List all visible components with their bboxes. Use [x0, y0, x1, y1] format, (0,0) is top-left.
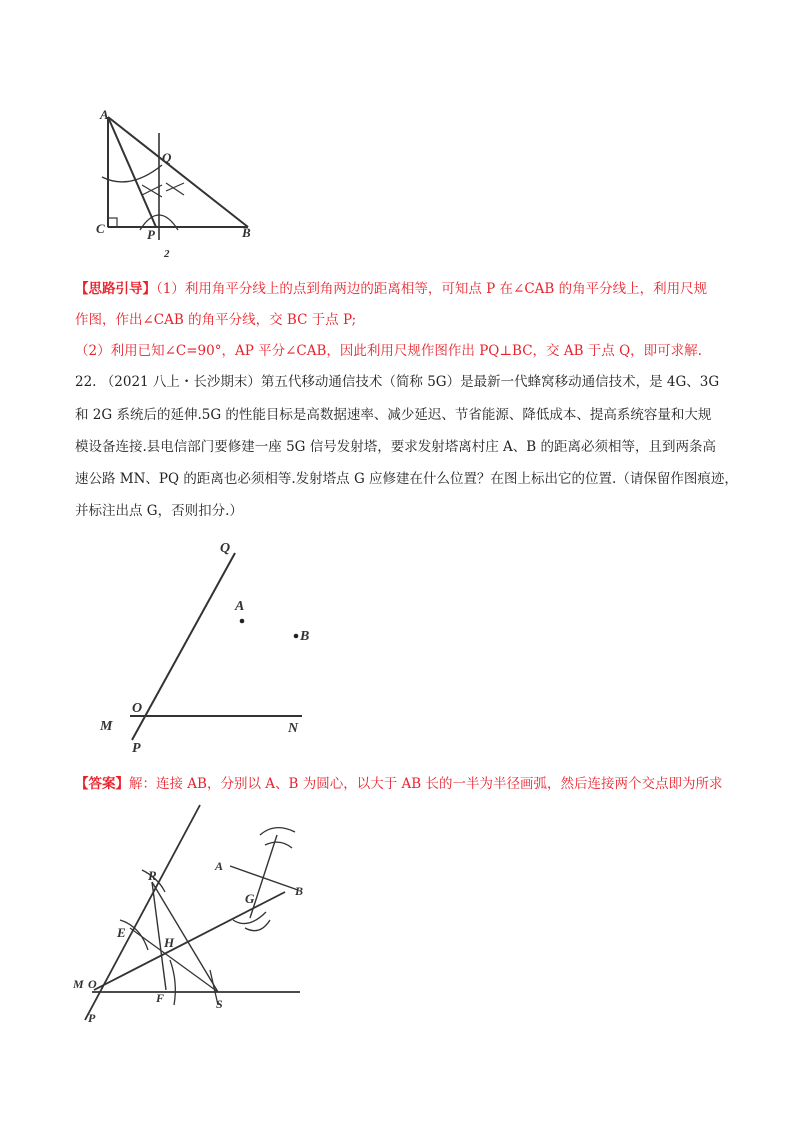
fig1-label-p: P [147, 227, 155, 242]
answer-line [75, 774, 722, 794]
fig2-label-n: N [288, 721, 299, 736]
figure-roads-villages [90, 535, 320, 755]
fig2-label-b: B [300, 629, 310, 644]
point-a [240, 619, 245, 624]
fig3-label-s: S [216, 997, 223, 1011]
fig3-label-m: M [73, 977, 84, 991]
hint-line-3: （2）利用已知∠C=90°，AP 平分∠CAB，因此利用尺规作图作出 PQ⊥BC，交 AB 于点 Q，即可求解. [75, 343, 702, 359]
hint-line-1 [75, 279, 707, 299]
figure-triangle-construction [90, 105, 270, 260]
fig3-label-a: A [215, 859, 224, 873]
fig1-label-c: C [96, 221, 105, 236]
figure-solution-construction [70, 800, 320, 1030]
point-b [294, 634, 299, 639]
fig2-label-p: P [132, 741, 141, 755]
answer-text: 解：连接 AB，分别以 A、B 为圆心，以大于 AB 长的一半为半径画弧，然后连接两个交点即为所求 [129, 776, 723, 792]
hint-tag: 【思路引导】 [75, 281, 156, 297]
fig3-label-r: R [148, 868, 157, 883]
fig2-label-q: Q [220, 541, 231, 556]
fig2-label-a: A [235, 599, 245, 614]
fig1-label-q: Q [162, 150, 172, 165]
hint-line-2: 作图，作出∠CAB 的角平分线，交 BC 于点 P; [75, 312, 357, 328]
fig1-label-two: 2 [164, 248, 170, 260]
fig3-label-f: F [156, 991, 165, 1005]
problem-line-2: 和 2G 系统后的延伸.5G 的性能目标是高数据速率、减少延迟、节省能源、降低成本、提高系统容量和大规 [75, 407, 712, 423]
answer-tag: 【答案】 [75, 776, 129, 792]
problem-line-1: 22. （2021 八上・长沙期末）第五代移动通信技术（简称 5G）是最新一代蜂窝移动通信技术，是 4G、3G [75, 374, 720, 390]
fig2-label-o: O [132, 701, 143, 716]
problem-line-5: 并标注出点 G，否则扣分.） [75, 503, 243, 519]
fig3-label-g: G [245, 891, 255, 906]
problem-line-4: 速公路 MN、PQ 的距离也必须相等.发射塔点 G 应修建在什么位置？在图上标出它的位置.（请保留作图痕迹， [75, 471, 738, 487]
hint-text-1: （1）利用角平分线上的点到角两边的距离相等，可知点 P 在∠CAB 的角平分线上，利用尺规 [156, 281, 708, 297]
fig3-label-o: O [88, 977, 97, 991]
fig3-label-b: B [295, 884, 304, 898]
fig2-label-m: M [100, 719, 113, 734]
fig1-label-b: B [242, 225, 251, 240]
problem-line-3: 模设备连接.县电信部门要修建一座 5G 信号发射塔，要求发射塔离村庄 A、B 的距离必须相等，且到两条高 [75, 439, 716, 455]
fig3-label-e: E [117, 925, 126, 940]
fig3-label-h: H [164, 935, 175, 950]
fig3-label-p: P [88, 1011, 96, 1025]
fig1-label-a: A [100, 107, 109, 122]
